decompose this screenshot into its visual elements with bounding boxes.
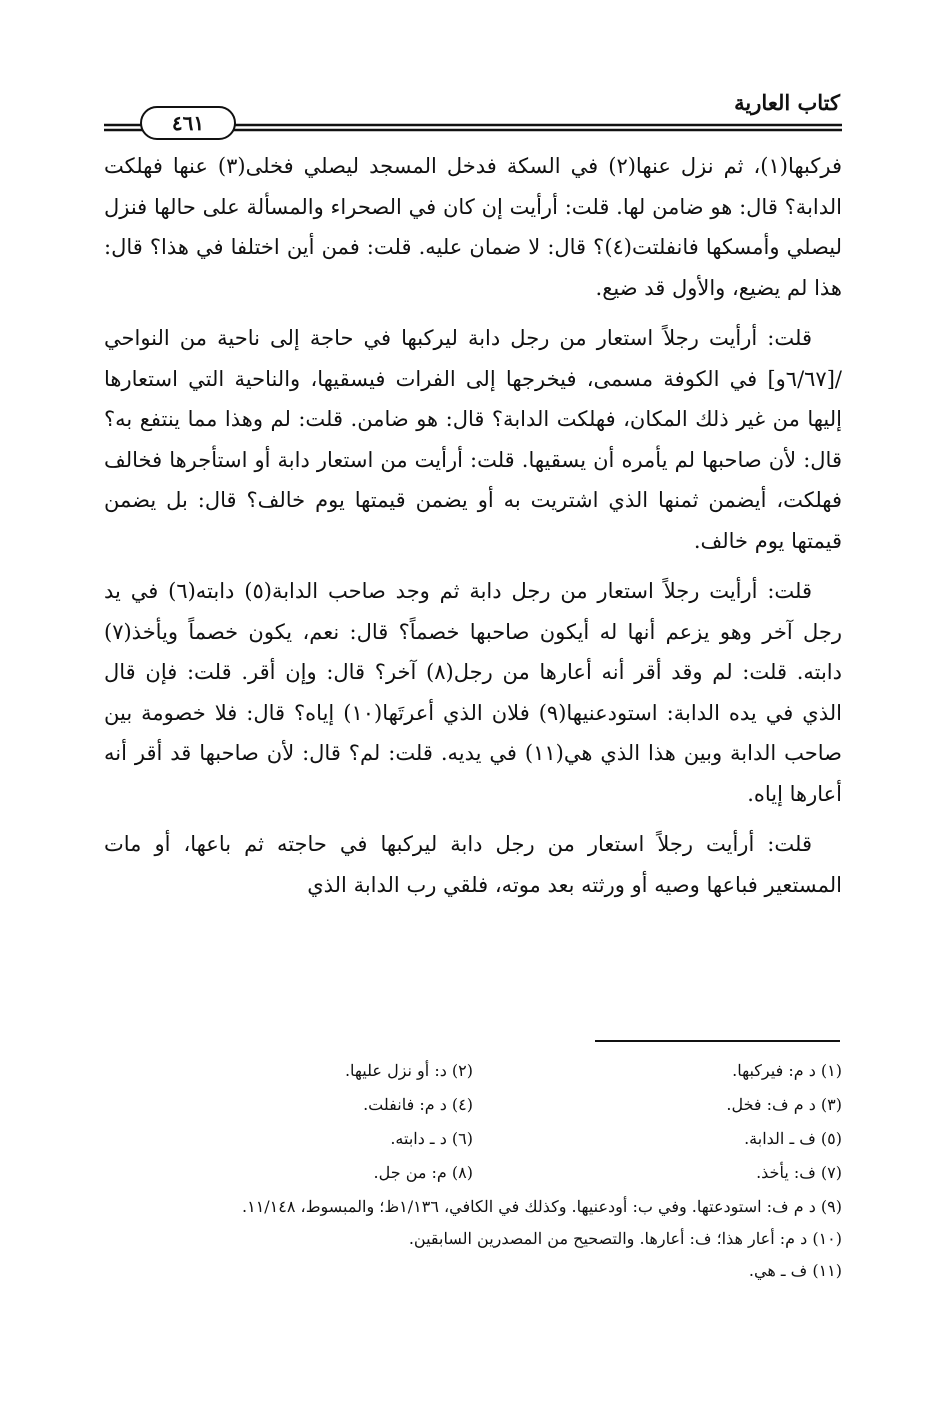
- footnote-10: (١٠) د م: أعار هذا؛ ف: أعارها. والتصحيح من المصدرين السابقين.: [408, 1229, 842, 1248]
- page-number-badge: [140, 106, 236, 140]
- footnotes: [104, 1054, 842, 1288]
- footnote-separator: [595, 1040, 840, 1042]
- footnote-11: (١١) ف ـ هي.: [748, 1261, 842, 1280]
- footnote-4: (٤) د م: فانفلت.: [363, 1095, 473, 1114]
- main-text: [104, 146, 842, 915]
- footnote-6: (٦) د ـ دابته.: [390, 1129, 473, 1148]
- footnote-5: (٥) ف ـ الدابة.: [744, 1129, 842, 1148]
- footnote-7: (٧) ف: يأخذ.: [756, 1163, 842, 1182]
- footnote-row: [104, 1088, 842, 1122]
- footnote-row: [104, 1122, 842, 1156]
- paragraph-3: قلت: أرأيت رجلاً استعار من رجل دابة ثم وجد صاحب الدابة(٥) دابته(٦) في يد رجل آخر وهو يزعم أنها له أيكون صاحبها خصماً؟ قال: نعم، يكون خصماً ويأخذ(٧) دابته. قلت: لم وقد أقر أنه أعارها من رجل(٨) آخر؟ قال: وإن أقر. قلت: فإن قال الذي في يده الدابة: استودعنيها(٩) فلان الذي أعرتَها(١٠) إياه؟ قال: فلا خصومة بين صاحب الدابة وبين هذا الذي هي(١١) في يديه. قلت: لم؟ قال: لأن صاحبها قد أقر أنه أعارها إياه.: [104, 579, 842, 806]
- footnote-row: [104, 1054, 842, 1088]
- running-header-title: كتاب العارية: [734, 90, 840, 115]
- footnote-8: (٨) م: من جل.: [373, 1163, 473, 1182]
- page-number: ٤٦١: [171, 111, 205, 135]
- footnote-1: (١) د م: فيركبها.: [732, 1061, 842, 1080]
- footnote-row: [104, 1156, 842, 1190]
- paragraph-2: قلت: أرأيت رجلاً استعار من رجل دابة ليركبها في حاجة إلى ناحية من النواحي /[٦/٦٧و] في الكوفة مسمى، فيخرجها إلى الفرات فيسقيها، والناحية التي استعارها إليها من غير ذلك المكان، فهلكت الدابة؟ قال: هو ضامن. قلت: لم وهذا مما ينتفع به؟ قال: لأن صاحبها لم يأمره أن يسقيها. قلت: أرأيت من استعار دابة أو استأجرها فخالف فهلكت، أيضمن ثمنها الذي اشتريت به أو يضمن قيمتها يوم خالف؟ قال: بل يضمن قيمتها يوم خالف.: [104, 326, 842, 553]
- footnote-9: (٩) د م ف: استودعتها. وفي ب: أودعنيها. وكذلك في الكافي، ١/١٣٦ظ؛ والمبسوط، ١١/١٤٨.: [242, 1197, 842, 1216]
- footnote-2: (٢) د: أو نزل عليها.: [344, 1061, 473, 1080]
- paragraph-4: قلت: أرأيت رجلاً استعار من رجل دابة ليركبها في حاجته ثم باعها، أو مات المستعير فباعها وصيه أو ورثته بعد موته، فلقي رب الدابة الذي: [104, 832, 842, 897]
- paragraph-1: فركبها(١)، ثم نزل عنها(٢) في السكة فدخل المسجد ليصلي فخلى(٣) عنها فهلكت الدابة؟ قال: هو ضامن لها. قلت: أرأيت إن كان في الصحراء والمسألة على حالها فنزل ليصلي وأمسكها فانفلتت(٤)؟ قال: لا ضمان عليه. قلت: فمن أين اختلفا في هذا؟ قال: هذا لم يضيع، والأول قد ضيع.: [104, 154, 842, 300]
- footnote-3: (٣) د م ف: فخل.: [726, 1095, 842, 1114]
